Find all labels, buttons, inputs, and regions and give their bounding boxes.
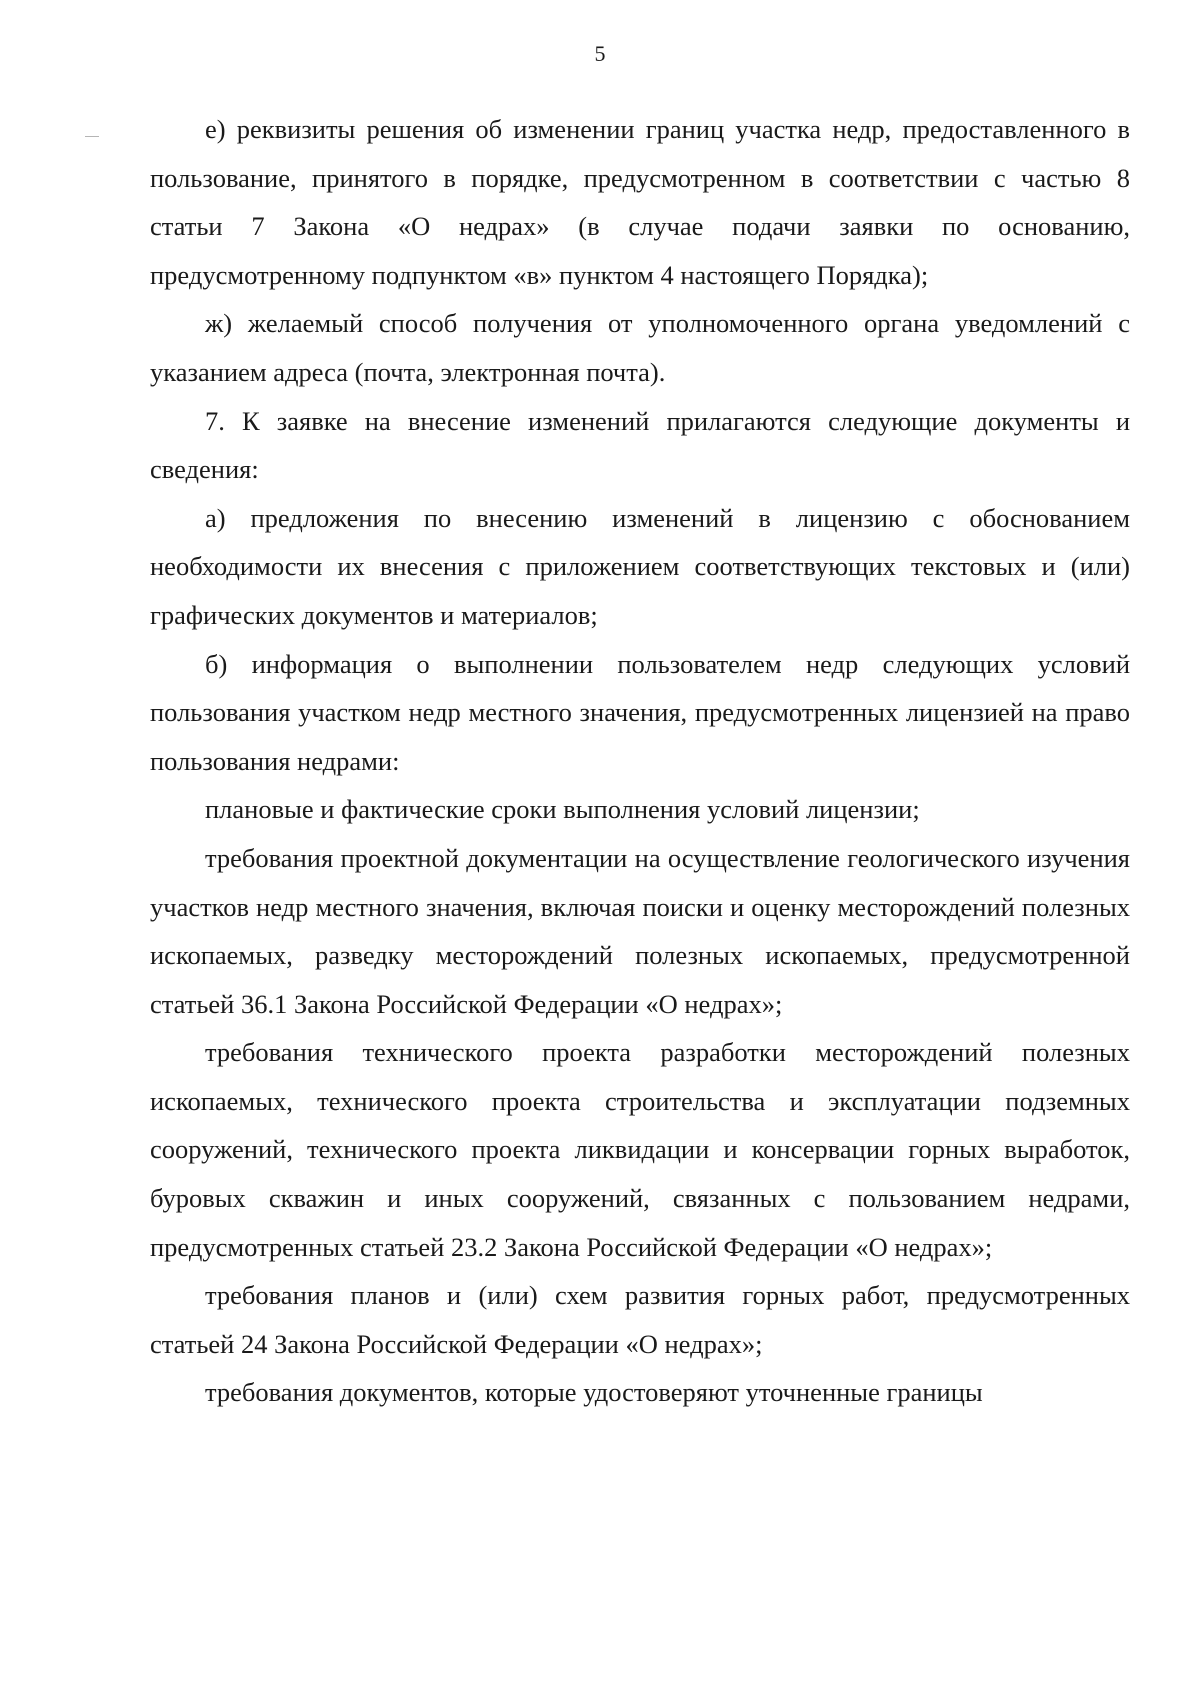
paragraph-zh: ж) желаемый способ получения от уполномоченного органа уведомлений с указанием адреса (почта, электронная почта). bbox=[150, 308, 1130, 387]
page-number: 5 bbox=[594, 41, 606, 66]
margin-mark bbox=[85, 136, 99, 137]
paragraph-7: 7. К заявке на внесение изменений прилагаются следующие документы и сведения: bbox=[150, 405, 1130, 485]
paragraph-mining-plans: требования планов и (или) схем развития горных работ, предусмотренных статьей 24 Закона Российской Федерации «О недрах»; bbox=[150, 1280, 1130, 1359]
paragraph-b: б) информация о выполнении пользователем недр следующих условий пользования участком недр местного значения, предусмотренных лицензией на право пользования недрами: bbox=[150, 648, 1130, 776]
body-text bbox=[150, 105, 1130, 1417]
paragraph-technical-project: требования технического проекта разработки месторождений полезных ископаемых, технического проекта строительства и эксплуатации подземных сооружений, технического проекта ликвидации и консервации горных выработок, буровых скважин и иных сооружений, связанных с пользованием недрами, предусмотренных статьей 23.2 Закона Российской Федерации «О недрах»; bbox=[150, 1037, 1130, 1262]
paragraph-deadlines: плановые и фактические сроки выполнения условий лицензии; bbox=[205, 794, 920, 825]
paragraph-boundaries: требования документов, которые удостоверяют уточненные границы bbox=[205, 1377, 983, 1408]
paragraph-a: а) предложения по внесению изменений в лицензию с обоснованием необходимости их внесения с приложением соответствующих текстовых и (или) графических документов и материалов; bbox=[150, 502, 1130, 630]
paragraph-e: е) реквизиты решения об изменении границ участка недр, предоставленного в пользование, принятого в порядке, предусмотренном в соответствии с частью 8 статьи 7 Закона «О недрах» (в случае подачи заявки по основанию, предусмотренному подпунктом «в» пунктом 4 настоящего Порядка); bbox=[150, 114, 1130, 290]
paragraph-project-docs: требования проектной документации на осуществление геологического изучения участков недр местного значения, включая поиски и оценку месторождений полезных ископаемых, разведку месторождений полезных ископаемых, предусмотренной статьей 36.1 Закона Российской Федерации «О недрах»; bbox=[150, 842, 1130, 1019]
